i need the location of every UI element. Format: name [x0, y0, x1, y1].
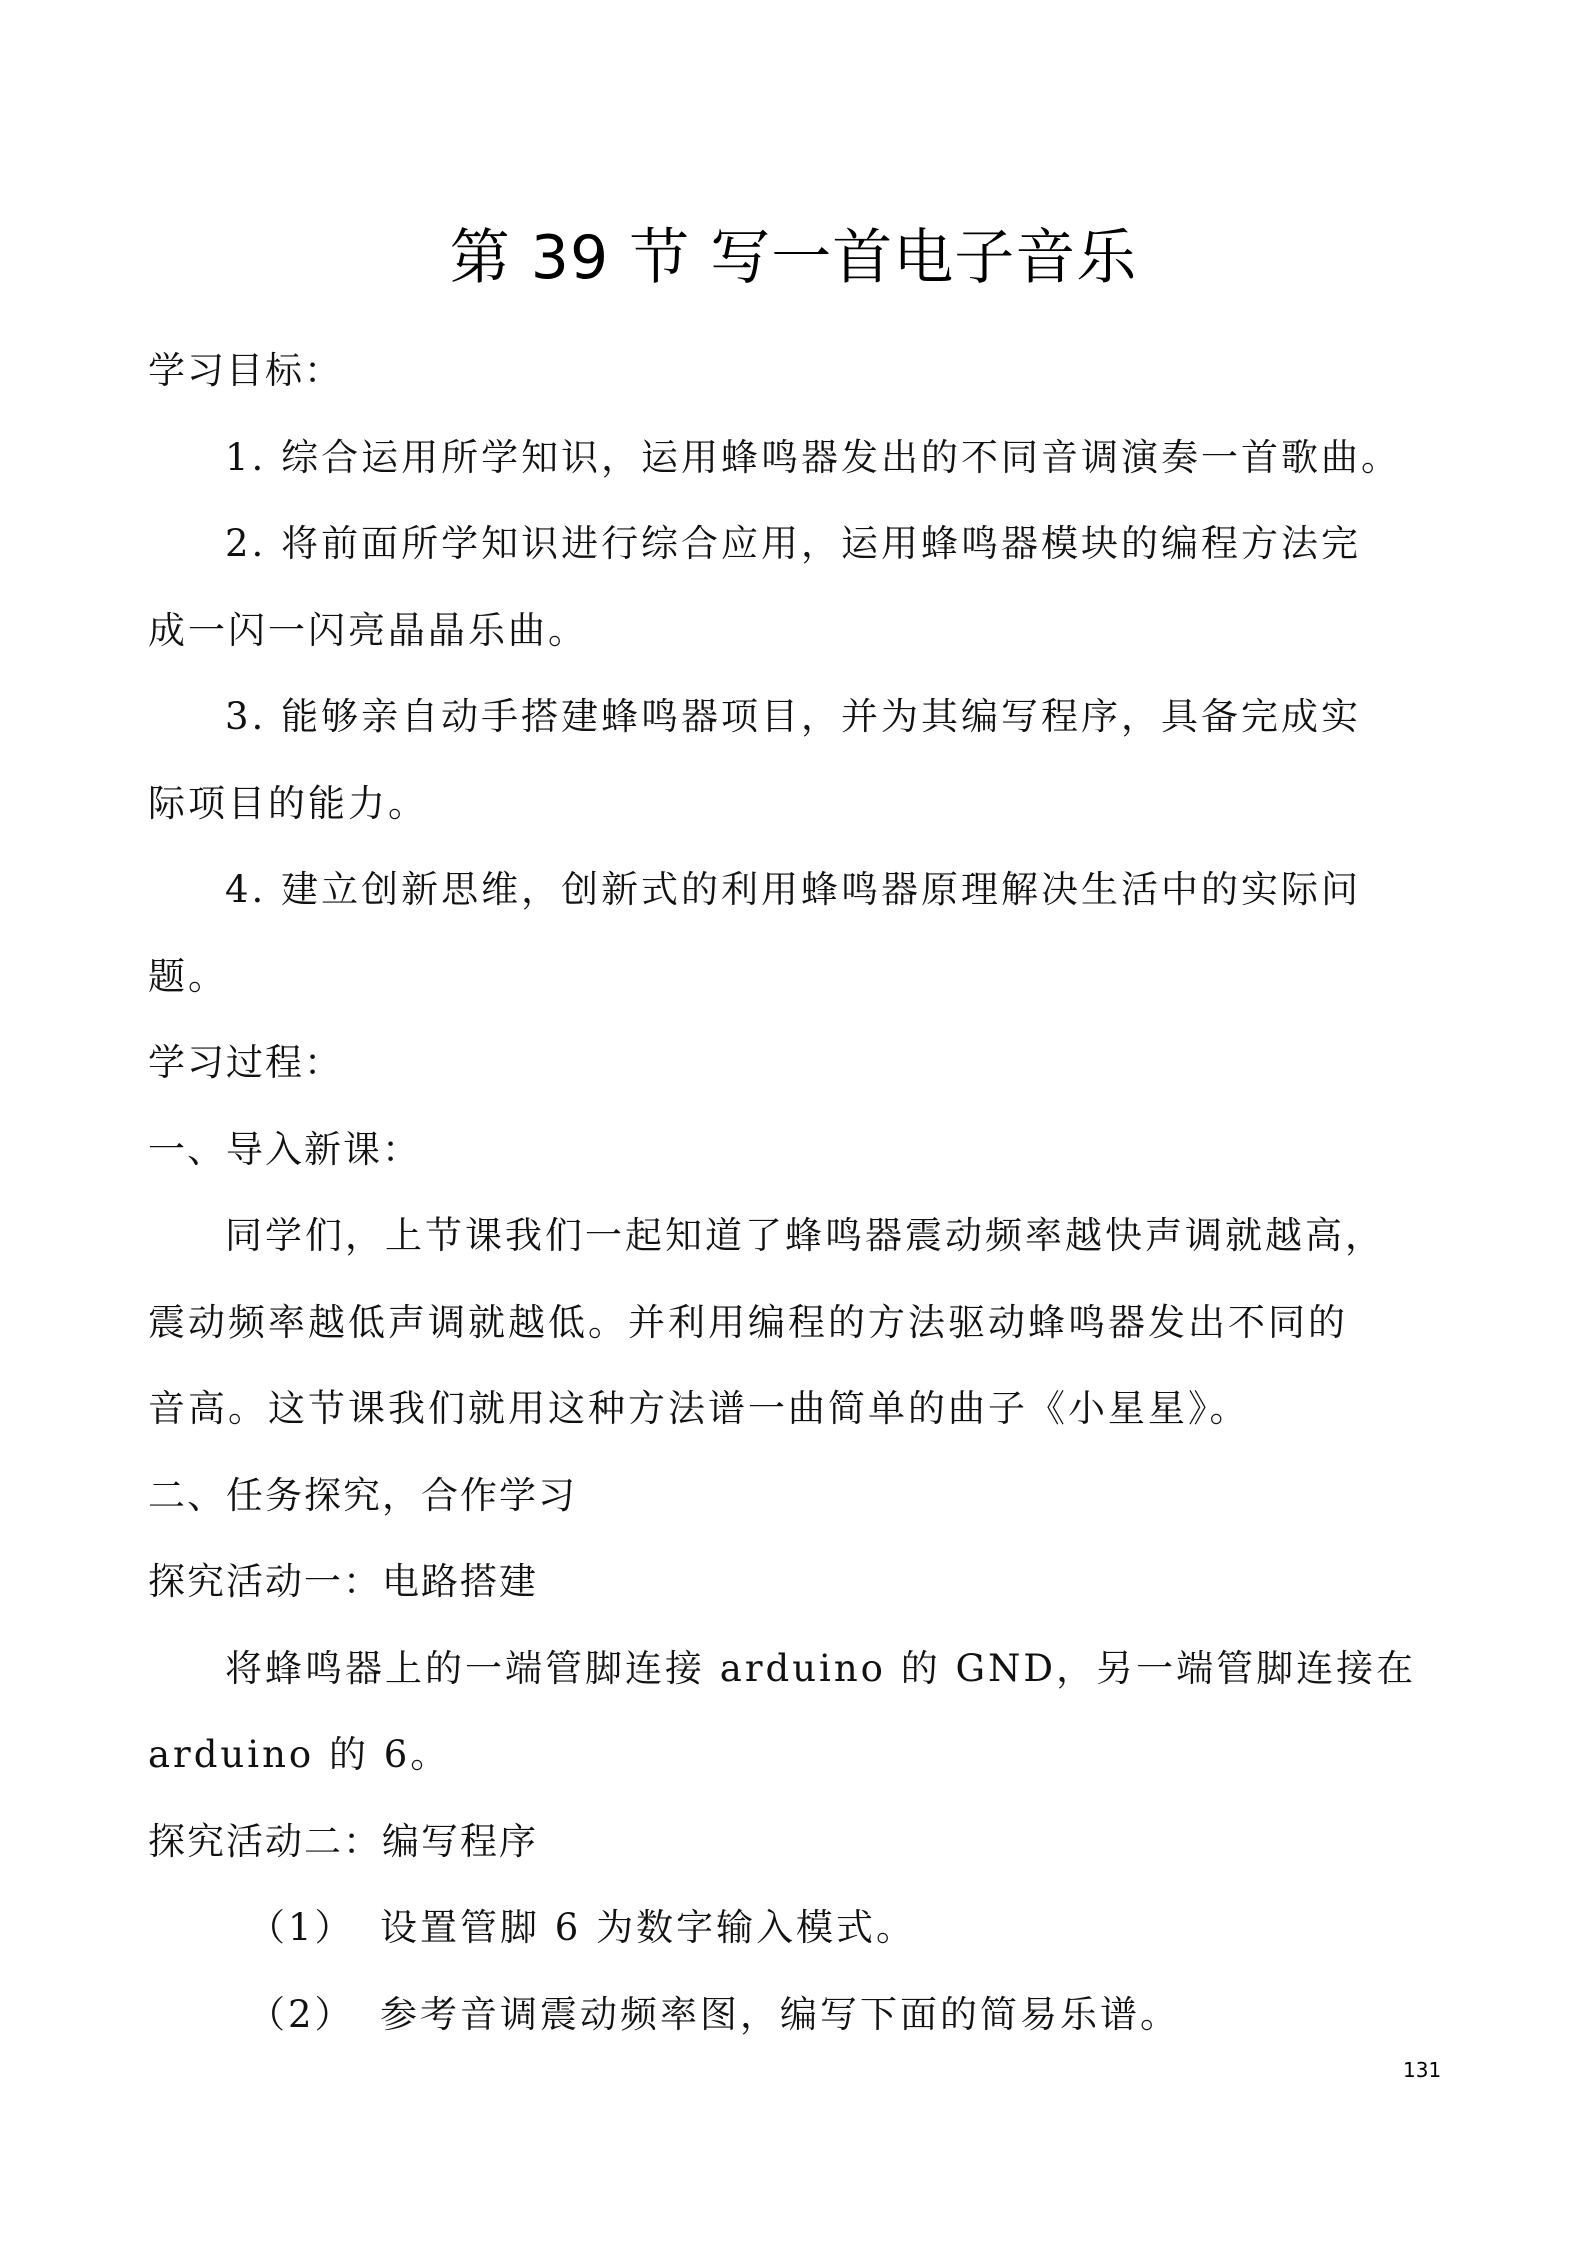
- intro-line-3: 音高。这节课我们就用这种方法谱一曲简单的曲子《小星星》。: [148, 1387, 1250, 1430]
- step-2-number: （2）: [248, 1993, 355, 2036]
- objective-2-line-1: 2. 将前面所学知识进行综合应用，运用蜂鸣器模块的编程方法完: [225, 522, 1362, 565]
- step-1-number: （1）: [248, 1906, 355, 1949]
- activity-2-heading: 探究活动二：编写程序: [148, 1820, 538, 1863]
- section-1-heading: 一、导入新课：: [148, 1128, 421, 1171]
- objective-2-line-2: 成一闪一闪亮晶晶乐曲。: [148, 609, 588, 652]
- intro-line-2: 震动频率越低声调就越低。并利用编程的方法驱动蜂鸣器发出不同的: [148, 1301, 1348, 1344]
- intro-line-1: 同学们，上节课我们一起知道了蜂鸣器震动频率越快声调就越高，: [225, 1214, 1385, 1257]
- objective-1: 1. 综合运用所学知识，运用蜂鸣器发出的不同音调演奏一首歌曲。: [225, 436, 1402, 479]
- page-title: 第 39 节 写一首电子音乐: [449, 223, 1138, 293]
- objective-4-line-1: 4. 建立创新思维，创新式的利用蜂鸣器原理解决生活中的实际问: [225, 868, 1362, 911]
- objective-3-line-1: 3. 能够亲自动手搭建蜂鸣器项目，并为其编写程序，具备完成实: [225, 695, 1362, 738]
- page-number: 131: [1403, 2058, 1442, 2082]
- activity-1-line-2: arduino 的 6。: [148, 1733, 451, 1776]
- step-1-text: 设置管脚 6 为数字输入模式。: [380, 1906, 917, 1949]
- step-2: [248, 1990, 1548, 2040]
- objective-3-line-2: 际项目的能力。: [148, 782, 428, 825]
- step-2-text: 参考音调震动频率图，编写下面的简易乐谱。: [380, 1993, 1180, 2036]
- step-1: [248, 1903, 1548, 1953]
- objective-4-line-2: 题。: [148, 955, 228, 998]
- section-2-heading: 二、任务探究，合作学习: [148, 1474, 577, 1517]
- activity-1-heading: 探究活动一：电路搭建: [148, 1560, 538, 1603]
- process-heading: 学习过程：: [148, 1041, 343, 1084]
- activity-1-line-1: 将蜂鸣器上的一端管脚连接 arduino 的 GND，另一端管脚连接在: [225, 1647, 1417, 1690]
- objectives-heading: 学习目标：: [148, 349, 343, 392]
